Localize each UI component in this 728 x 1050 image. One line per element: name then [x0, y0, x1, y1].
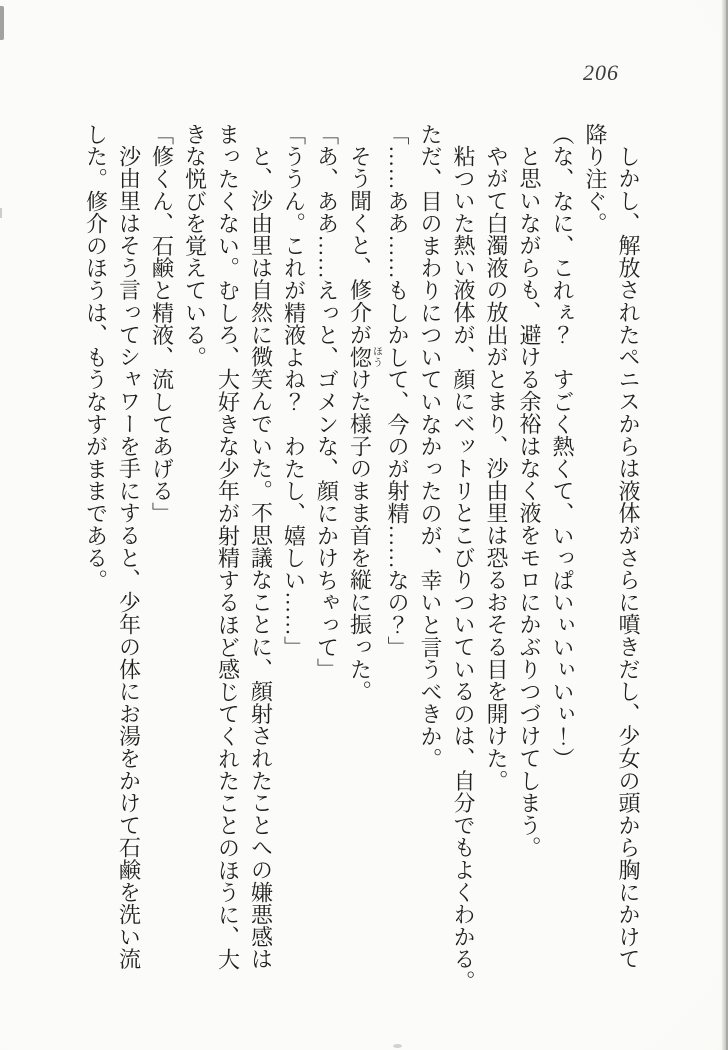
text-line: そう聞くと、修介が惚ほうけた様子のまま首を縦に振った。	[347, 145, 382, 703]
text-line: 「ううん。これが精液よね？ わたし、嬉しい……」	[281, 123, 307, 659]
text-line: 粘ついた熱い液体が、顔にベットリとこびりついているのは、自分でもよくわかる。	[451, 145, 476, 993]
text-line: 「……ああ……もしかして、今のが射精……なの？」	[385, 123, 410, 659]
text-line: しかし、解放されたペニスからは液体がさらに噴きだし、少女の頭から胸にかけて	[616, 145, 641, 971]
text-line: ただ、目のまわりについていなかったのが、幸いと言うべきか。	[418, 123, 443, 770]
scan-artifact	[393, 1044, 402, 1048]
text-line: 沙由里はそう言ってシャワーを手にすると、少年の体にお湯をかけて石鹸を洗い流	[116, 145, 142, 971]
text-line: 「修くん、石鹸と精液、流してあげる」	[149, 123, 175, 525]
text-line: した。修介のほうは、もうなすがままである。	[83, 123, 109, 592]
text-line: きな悦びを覚えている。	[182, 123, 208, 369]
text-line: 降り注ぐ。	[583, 123, 608, 235]
text-line: と思いながらも、避ける余裕はなく液をモロにかぶりつづけてしまう。	[517, 145, 542, 859]
text-line: と、沙由里は自然に微笑んでいた。不思議なことに、顔射されたことへの嫌悪感は	[248, 145, 274, 971]
text-line: （な、なに、これぇ？ すごく熱くて、いっぱいぃいぃいぃ！）	[550, 123, 575, 770]
scan-artifact	[0, 6, 4, 40]
ruby-annotated-word: 惚ほう	[347, 345, 382, 369]
scan-artifact	[0, 208, 2, 218]
text-line: まったくない。むしろ、大好きな少年が射精するほど感じてくれたことのほうに、大	[215, 123, 241, 971]
text-line: 「あ、ああ……えっと、ゴメンな、顔にかけちゃって」	[314, 123, 340, 681]
page-number: 206	[583, 60, 619, 85]
text-columns	[80, 123, 646, 993]
text-line: やがて白濁液の放出がとまり、沙由里は恐るおそる目を開けた。	[484, 145, 509, 792]
